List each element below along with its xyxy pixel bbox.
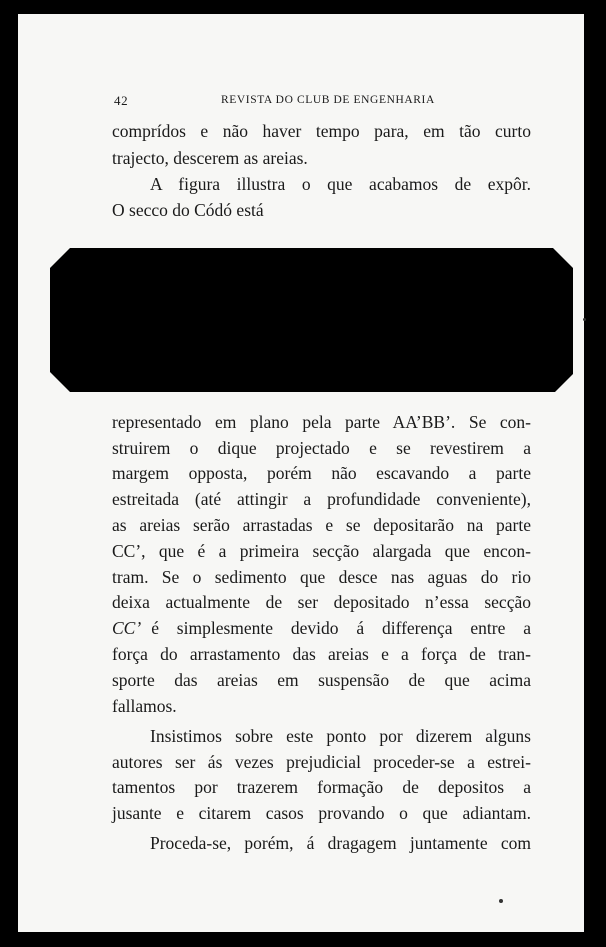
text-line: O secco do Códó está xyxy=(112,200,264,220)
text-line: estreitada (até attingir a profundidade conveniente), xyxy=(112,489,531,509)
text-line: A figura illustra o que acabamos de expôr. xyxy=(150,174,531,194)
text-line: jusante e citarem casos provando o que adiantam. xyxy=(112,803,531,823)
print-speck xyxy=(499,899,503,903)
text-line xyxy=(112,617,531,639)
print-speck xyxy=(583,318,586,321)
text-line: Insistimos sobre este ponto por dizerem alguns xyxy=(150,726,531,746)
running-title: REVISTA DO CLUB DE ENGENHARIA xyxy=(221,94,435,106)
text-line: trajecto, descerem as areias. xyxy=(112,148,308,168)
figure-block xyxy=(50,248,573,392)
text-line: as areias serão arrastadas e se depositarão na parte xyxy=(112,515,531,535)
figure-shape xyxy=(50,248,573,392)
text-line-rest: é simplesmente devido á differença entre a xyxy=(151,618,531,638)
text-line: força do arrastamento das areias e a força de tran- xyxy=(112,644,531,664)
page-number: 42 xyxy=(114,93,129,108)
text-line: Proceda-se, porém, á dragagem juntamente com xyxy=(150,833,531,853)
italic-term: CC’ xyxy=(112,618,142,638)
text-line: tram. Se o sedimento que desce nas aguas do rio xyxy=(112,567,531,587)
text-line: margem opposta, porém não escavando a parte xyxy=(112,463,531,483)
figure-dark-area xyxy=(50,248,573,392)
text-line: autores ser ás vezes prejudicial proceder-se a estrei- xyxy=(112,752,531,772)
text-line: tamentos por trazerem formação de depositos a xyxy=(112,777,531,797)
text-line: fallamos. xyxy=(112,696,177,716)
text-line: sporte das areias em suspensão de que acima xyxy=(112,670,531,690)
text-line: struirem o dique projectado e se revestirem a xyxy=(112,438,531,458)
text-line: comprídos e não haver tempo para, em tão curto xyxy=(112,121,531,141)
text-line: CC’, que é a primeira secção alargada que encon- xyxy=(112,541,531,561)
text-line: representado em plano pela parte AA’BB’. Se con- xyxy=(112,412,531,432)
page-sheet xyxy=(18,14,584,932)
text-line: deixa actualmente de ser depositado n’essa secção xyxy=(112,592,531,612)
